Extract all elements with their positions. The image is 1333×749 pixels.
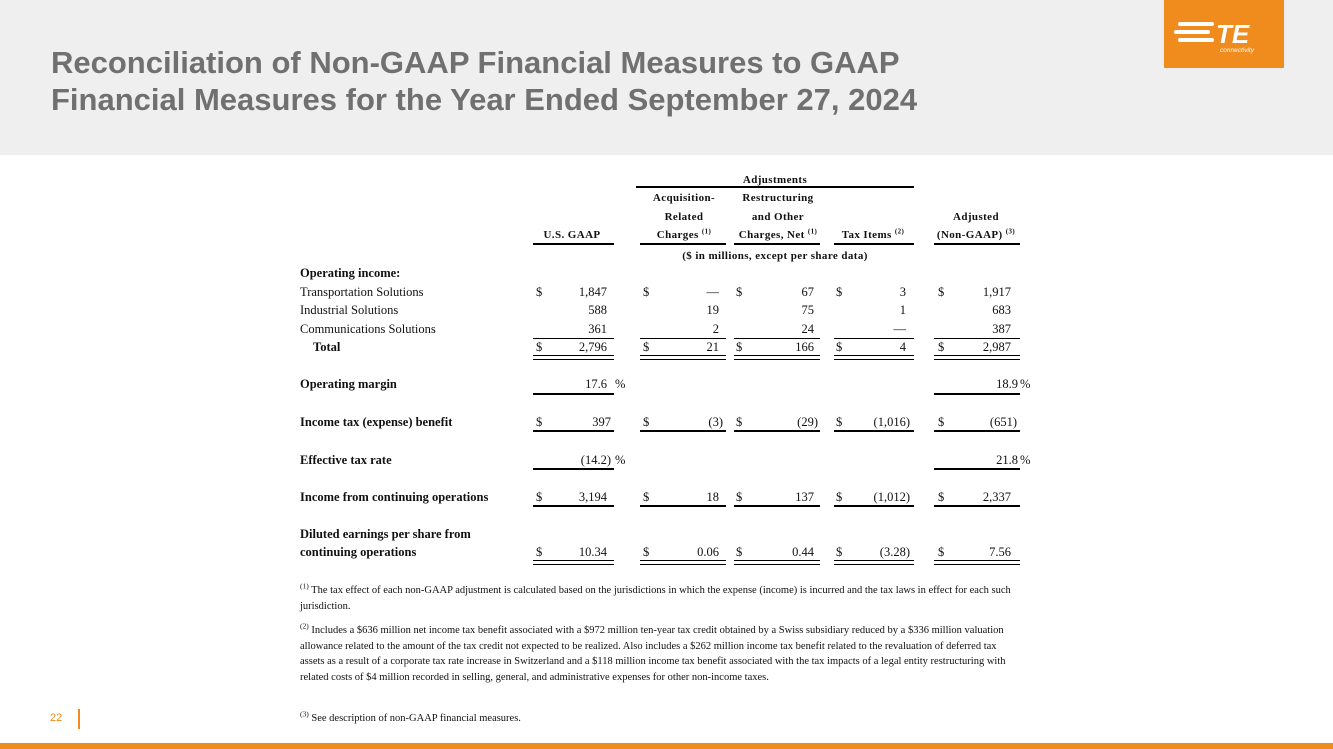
dollar-sign: $ xyxy=(736,285,743,299)
income-cont-tax: (1,012) xyxy=(873,490,910,504)
dollar-sign: $ xyxy=(938,490,945,504)
income-tax-rule xyxy=(734,430,820,432)
communications-adj: 387 xyxy=(992,322,1011,336)
page-number-divider xyxy=(78,709,80,729)
row-label-operating-margin: Operating margin xyxy=(300,377,397,391)
op-margin-adj: 18.9 xyxy=(996,377,1018,391)
eff-tax-rule xyxy=(934,468,1020,470)
footnote-3: $^{(3)}$ See description of non-GAAP financial measures. xyxy=(300,709,521,724)
communications-acq: 2 xyxy=(712,322,719,336)
income-tax-restr: (29) xyxy=(797,415,818,429)
dollar-sign: $ xyxy=(536,545,543,559)
income-cont-gaap: 3,194 xyxy=(578,490,607,504)
footnote-1: $^{(1)}$ The tax effect of each non-GAAP adjustment is calculated based on the jurisdictions in which the expense (income) is incurred and the tax laws in effect for each such jurisdiction. xyxy=(300,581,1011,612)
dollar-sign: $ xyxy=(836,415,843,429)
row-label-transportation: Transportation Solutions xyxy=(300,285,424,299)
percent-sign: % xyxy=(615,453,626,467)
total-adj: 2,987 xyxy=(982,340,1011,354)
eps-double-rule xyxy=(934,560,1020,565)
eps-double-rule xyxy=(533,560,614,565)
dollar-sign: $ xyxy=(536,490,543,504)
eff-tax-rule xyxy=(533,468,614,470)
adjustments-rule xyxy=(636,186,914,188)
percent-sign: % xyxy=(1020,453,1031,467)
industrial-restr: 75 xyxy=(801,303,814,317)
op-margin-gaap: 17.6 xyxy=(585,377,607,391)
transportation-restr: 67 xyxy=(801,285,814,299)
total-double-rule xyxy=(734,355,820,360)
dollar-sign: $ xyxy=(736,340,743,354)
income-tax-tax: (1,016) xyxy=(873,415,910,429)
col-acq-rule xyxy=(640,243,726,245)
title-line-2: Financial Measures for the Year Ended September 27, 2024 xyxy=(51,82,918,117)
income-cont-rule xyxy=(734,505,820,507)
income-cont-rule xyxy=(640,505,726,507)
transportation-acq: — xyxy=(706,285,719,299)
dollar-sign: $ xyxy=(836,340,843,354)
income-tax-gaap: 397 xyxy=(592,415,611,429)
dollar-sign: $ xyxy=(836,285,843,299)
communications-tax: — xyxy=(893,322,906,336)
eps-restr: 0.44 xyxy=(792,545,814,559)
total-gaap: 2,796 xyxy=(578,340,607,354)
income-cont-adj: 2,337 xyxy=(982,490,1011,504)
eps-tax: (3.28) xyxy=(879,545,910,559)
dollar-sign: $ xyxy=(643,285,650,299)
income-tax-acq: (3) xyxy=(708,415,723,429)
total-restr: 166 xyxy=(795,340,814,354)
dollar-sign: $ xyxy=(643,545,650,559)
eps-acq: 0.06 xyxy=(697,545,719,559)
income-tax-rule xyxy=(640,430,726,432)
col-adj-rule xyxy=(934,243,1020,245)
op-margin-rule xyxy=(533,393,614,395)
col-adj-line2: (Non-GAAP) $^{(3)}$ xyxy=(936,227,1016,241)
dollar-sign: $ xyxy=(938,545,945,559)
income-cont-acq: 18 xyxy=(706,490,719,504)
row-label-total: Total xyxy=(313,340,341,354)
row-label-eps-line2: continuing operations xyxy=(300,545,417,559)
income-tax-rule xyxy=(533,430,614,432)
dollar-sign: $ xyxy=(643,415,650,429)
operating-income-label: Operating income: xyxy=(300,266,401,280)
te-connectivity-logo xyxy=(1164,0,1284,68)
total-double-rule xyxy=(533,355,614,360)
income-cont-restr: 137 xyxy=(795,490,814,504)
eff-tax-adj: 21.8 xyxy=(996,453,1018,467)
col-acq-line1: Acquisition- xyxy=(652,192,716,204)
dollar-sign: $ xyxy=(938,415,945,429)
col-gaap-rule xyxy=(533,243,614,245)
income-tax-rule xyxy=(834,430,914,432)
income-tax-adj: (651) xyxy=(989,415,1017,429)
income-cont-rule xyxy=(834,505,914,507)
dollar-sign: $ xyxy=(736,490,743,504)
dollar-sign: $ xyxy=(536,340,543,354)
dollar-sign: $ xyxy=(643,340,650,354)
page-title xyxy=(51,44,917,118)
col-restr-line3: Charges, Net $^{(1)}$ xyxy=(738,227,818,241)
col-restr-line2: and Other xyxy=(751,211,805,223)
eps-gaap: 10.34 xyxy=(578,545,607,559)
footnote-2: $^{(2)}$ Includes a $636 million net income tax benefit associated with a $972 million ten-year tax credit obtained by a Swiss subsidiary reduced by a $336 million valuation allowance related to the amount of the tax credit not expected to be realized. Also includes a $262 million income tax benefit related to the revaluation of deferred tax assets as a result of a corporate tax rate increase in Switzerland and a $118 million income tax benefit associated with the tax impacts of a legal entity restructuring with related costs of $4 million recorded in selling, general, and administrative expenses for other non-income taxes. xyxy=(300,621,1006,683)
title-line-1: Reconciliation of Non-GAAP Financial Measures to GAAP xyxy=(51,45,900,80)
eps-double-rule xyxy=(734,560,820,565)
page-number: 22 xyxy=(50,712,63,724)
dollar-sign: $ xyxy=(536,285,543,299)
header-band xyxy=(0,0,1333,155)
adjustments-header: Adjustments xyxy=(742,174,808,186)
dollar-sign: $ xyxy=(736,415,743,429)
dollar-sign: $ xyxy=(836,545,843,559)
industrial-acq: 19 xyxy=(706,303,719,317)
industrial-gaap: 588 xyxy=(588,303,607,317)
col-gaap: U.S. GAAP xyxy=(543,229,601,241)
eps-adj: 7.56 xyxy=(989,545,1011,559)
row-label-effective-tax-rate: Effective tax rate xyxy=(300,453,392,467)
dollar-sign: $ xyxy=(938,340,945,354)
bottom-accent-bar xyxy=(0,743,1333,749)
eps-double-rule xyxy=(834,560,914,565)
row-label-eps-line1: Diluted earnings per share from xyxy=(300,527,471,541)
col-acq-line2: Related xyxy=(664,211,704,223)
col-adj-line1: Adjusted xyxy=(953,211,999,223)
transportation-gaap: 1,847 xyxy=(578,285,607,299)
total-double-rule xyxy=(934,355,1020,360)
industrial-adj: 683 xyxy=(992,303,1011,317)
svg-text:connectivity: connectivity xyxy=(1220,47,1254,54)
income-tax-rule xyxy=(934,430,1020,432)
row-label-income-tax: Income tax (expense) benefit xyxy=(300,415,453,429)
col-restr-rule xyxy=(734,243,820,245)
transportation-tax: 3 xyxy=(899,285,906,299)
svg-text:TE: TE xyxy=(1216,19,1250,49)
dollar-sign: $ xyxy=(643,490,650,504)
total-double-rule xyxy=(640,355,726,360)
row-label-industrial: Industrial Solutions xyxy=(300,303,399,317)
dollar-sign: $ xyxy=(938,285,945,299)
eps-double-rule xyxy=(640,560,726,565)
units-note: ($ in millions, except per share data) xyxy=(682,250,868,262)
communications-gaap: 361 xyxy=(588,322,607,336)
total-double-rule xyxy=(834,355,914,360)
income-cont-rule xyxy=(533,505,614,507)
op-margin-rule xyxy=(934,393,1020,395)
col-acq-line3: Charges $^{(1)}$ xyxy=(656,227,712,241)
transportation-adj: 1,917 xyxy=(982,285,1011,299)
income-cont-rule xyxy=(934,505,1020,507)
percent-sign: % xyxy=(615,377,626,391)
dollar-sign: $ xyxy=(736,545,743,559)
communications-restr: 24 xyxy=(801,322,814,336)
col-tax-rule xyxy=(834,243,914,245)
dollar-sign: $ xyxy=(836,490,843,504)
row-label-communications: Communications Solutions xyxy=(300,322,436,336)
col-tax: Tax Items $^{(2)}$ xyxy=(841,227,905,241)
percent-sign: % xyxy=(1020,377,1031,391)
row-label-income-cont: Income from continuing operations xyxy=(300,490,489,504)
col-restr-line1: Restructuring xyxy=(742,192,814,204)
eff-tax-gaap: (14.2) xyxy=(580,453,611,467)
total-tax: 4 xyxy=(899,340,906,354)
dollar-sign: $ xyxy=(536,415,543,429)
industrial-tax: 1 xyxy=(899,303,906,317)
total-acq: 21 xyxy=(706,340,719,354)
